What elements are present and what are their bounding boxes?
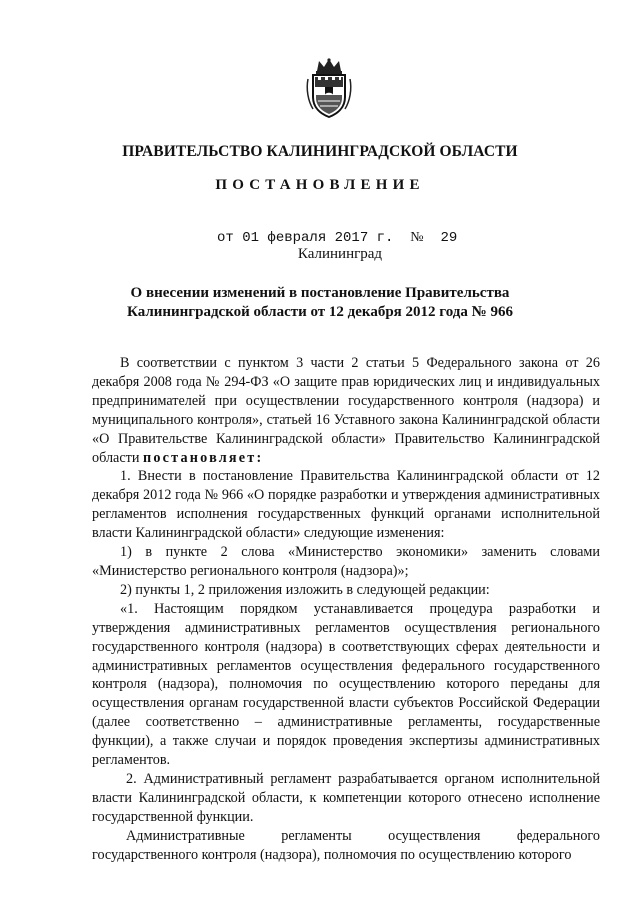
body-paragraph: 2. Административный регламент разрабатывается органом исполнительной власти Калининградской области, к компетенции которого отнесено исполнение государственной функции. [92,770,600,825]
document-subject [0,284,640,322]
body-paragraph: 2) пункты 1, 2 приложения изложить в следующей редакции: [120,581,490,598]
body-paragraph: 1) в пункте 2 слова «Министерство экономики» заменить словами «Министерство регионального контроля (надзора)»; [92,544,600,579]
date-number-line [217,230,457,246]
subject-line-1: О внесении изменений в постановление Правительства [130,285,510,301]
body-paragraph [92,354,600,467]
date-prefix: от [217,230,234,246]
document-number: 29 [440,230,458,246]
body-paragraph: Административные регламенты осуществления федерального государственного контроля (надзора), полномочия по осуществлению которого [92,827,600,863]
resolve-word: постановляет: [142,449,264,466]
kaliningrad-coat-of-arms-icon [305,57,353,119]
body-paragraph: 1. Внести в постановление Правительства Калининградской области от 12 декабря 2012 года № 966 «О порядке разработки и утверждения административных регламентов исполнения государственных функций органами исполнительной власти Калининградской области» следующие изменения: [92,468,600,542]
government-title: ПРАВИТЕЛЬСТВО КАЛИНИНГРАДСКОЙ ОБЛАСТИ [122,143,518,160]
document-type: ПОСТАНОВЛЕНИЕ [215,177,425,193]
document-body [92,354,600,864]
preamble-text: В соответствии с пунктом 3 части 2 статьи 5 Федерального закона от 26 декабря 2008 года № 294-ФЗ «О защите прав юридических лиц и индивидуальных предпринимателей при осуществлении государственного контроля (надзора) и муниципального контроля», статьей 16 Уставного закона Калининградской области «О Правительстве Калининградской области» Правительство Калининградской области [92,355,600,466]
number-sign: № [410,230,424,245]
body-paragraph: «1. Настоящим порядком устанавливается процедура разработки и утверждения административных регламентов осуществления регионального государственного контроля (надзора) в соответствующих сферах деятельности и административных регламентов осуществления федерального государственного контроля (надзора), полномочия по осуществлению которого переданы для осуществления органам государственной власти субъектов Российской Федерации (далее соответственно – административные регламенты, государственные функции), а также случаи и порядок проведения экспертизы административных регламентов. [92,600,600,769]
subject-line-2: Калининградской области от 12 декабря 2012 года № 966 [127,304,513,320]
document-date: 01 февраля 2017 г. [242,230,394,246]
city-name: Калининград [297,246,383,262]
